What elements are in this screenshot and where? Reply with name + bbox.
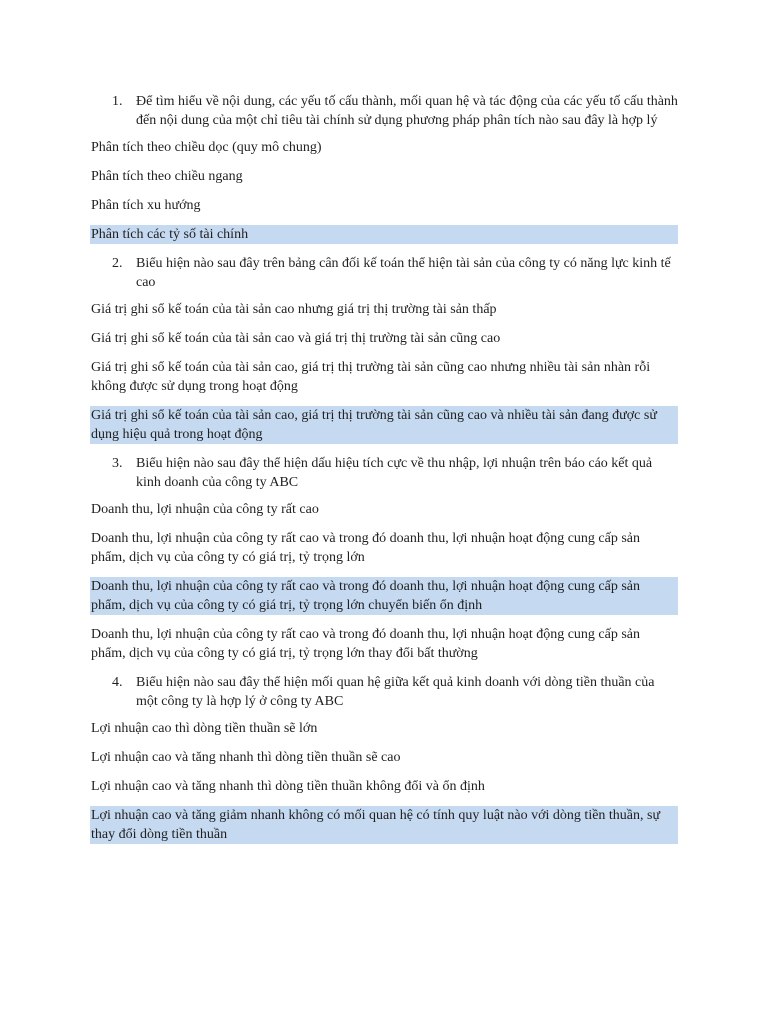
answer-option: Giá trị ghi sổ kế toán của tài sản cao nhưng giá trị thị trường tài sản thấp xyxy=(91,302,497,317)
question-number: 3. xyxy=(112,456,123,471)
answer-option-highlighted: Doanh thu, lợi nhuận của công ty rất cao và trong đó doanh thu, lợi nhuận hoạt động cung cấp sản phẩm, dịch vụ của công ty có giá trị, tỷ trọng lớn chuyển biến ổn định xyxy=(90,577,678,615)
answer-option: Lợi nhuận cao và tăng nhanh thì dòng tiền thuần không đổi và ổn định xyxy=(91,779,485,794)
document-page xyxy=(90,92,678,854)
answer-option: Doanh thu, lợi nhuận của công ty rất cao xyxy=(91,502,319,517)
answer-option: Lợi nhuận cao thì dòng tiền thuần sẽ lớn xyxy=(91,721,318,736)
question-text: Để tìm hiểu về nội dung, các yếu tố cấu thành, mối quan hệ và tác động của các yếu tố cấu thành đến nội dung của một chỉ tiêu tài chính sử dụng phương pháp phân tích nào sau đây là hợp lý xyxy=(136,94,678,128)
question-2 xyxy=(90,254,678,292)
answer-option: Doanh thu, lợi nhuận của công ty rất cao và trong đó doanh thu, lợi nhuận hoạt động cung cấp sản phẩm, dịch vụ của công ty có giá trị, tỷ trọng lớn xyxy=(91,531,641,565)
answer-option-highlighted: Lợi nhuận cao và tăng giảm nhanh không có mối quan hệ có tính quy luật nào với dòng tiền thuần, sự thay đổi dòng tiền thuần xyxy=(90,806,678,844)
question-4 xyxy=(90,673,678,711)
answer-option: Lợi nhuận cao và tăng nhanh thì dòng tiền thuần sẽ cao xyxy=(91,750,401,765)
question-number: 1. xyxy=(112,94,123,109)
question-1 xyxy=(90,92,678,130)
question-text: Biểu hiện nào sau đây thể hiện dấu hiệu tích cực về thu nhập, lợi nhuận trên báo cáo kết quả kinh doanh của công ty ABC xyxy=(136,456,653,490)
answer-option-highlighted: Phân tích các tỷ số tài chính xyxy=(90,225,678,244)
answer-option: Phân tích theo chiều ngang xyxy=(91,169,243,184)
question-3 xyxy=(90,454,678,492)
answer-option: Phân tích theo chiều dọc (quy mô chung) xyxy=(91,140,322,155)
question-text: Biểu hiện nào sau đây thể hiện mối quan hệ giữa kết quả kinh doanh với dòng tiền thuần của một công ty là hợp lý ở công ty ABC xyxy=(136,675,655,709)
question-number: 4. xyxy=(112,675,123,690)
answer-option: Phân tích xu hướng xyxy=(91,198,201,213)
answer-option: Giá trị ghi sổ kế toán của tài sản cao và giá trị thị trường tài sản cũng cao xyxy=(91,331,501,346)
answer-option: Doanh thu, lợi nhuận của công ty rất cao và trong đó doanh thu, lợi nhuận hoạt động cung cấp sản phẩm, dịch vụ của công ty có giá trị, tỷ trọng lớn thay đổi bất thường xyxy=(91,627,641,661)
question-number: 2. xyxy=(112,256,123,271)
answer-option: Giá trị ghi sổ kế toán của tài sản cao, giá trị thị trường tài sản cũng cao nhưng nhiều tài sản nhàn rỗi không được sử dụng trong hoạt động xyxy=(91,360,651,394)
answer-option-highlighted: Giá trị ghi sổ kế toán của tài sản cao, giá trị thị trường tài sản cũng cao và nhiều tài sản đang được sử dụng hiệu quả trong hoạt động xyxy=(90,406,678,444)
question-text: Biểu hiện nào sau đây trên bảng cân đối kế toán thể hiện tài sản của công ty có năng lực kinh tế cao xyxy=(136,256,671,290)
